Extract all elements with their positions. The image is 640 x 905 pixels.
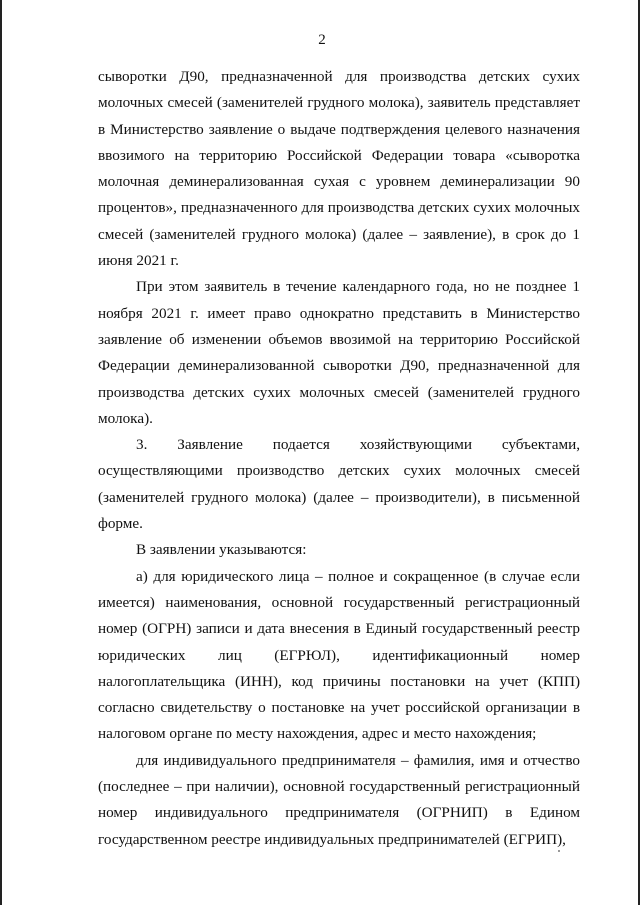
paragraph-amendment-right: При этом заявитель в течение календарного года, но не позднее 1 ноября 2021 г. имеет право однократно представить в Министерство заявление об изменении объемов ввозимой на территорию Российской Федерации деминерализованной сыворотки Д90, предназначенной для производства детских сухих молочных смесей (заменителей грудного молока). xyxy=(98,278,580,427)
scan-artifact xyxy=(558,850,560,852)
paragraph-continuation: сыворотки Д90, предназначенной для производства детских сухих молочных смесей (заменителей грудного молока), заявитель представляет в Министерство заявление о выдаче подтверждения целевого назначения ввозимого на территорию Российской Федерации товара «сыворотка молочная деминерализованная сухая с уровнем деминерализации 90 процентов», предназначенного для производства детских сухих молочных смесей (заменителей грудного молока) (далее – заявление), в срок до 1 июня 2021 г. xyxy=(98,68,580,270)
document-body xyxy=(98,64,580,853)
page-number: 2 xyxy=(318,32,326,48)
paragraph-clause-3: 3. Заявление подается хозяйствующими субъектами, осуществляющими производство детских сухих молочных смесей (заменителей грудного молока) (далее – производители), в письменной форме. xyxy=(98,436,580,533)
paragraph-application-contents-intro: В заявлении указываются: xyxy=(136,541,307,559)
paragraph-legal-entity: а) для юридического лица – полное и сокращенное (в случае если имеется) наименования, основной государственный регистрационный номер (ОГРН) записи и дата внесения в Единый государственный реестр юридических лиц (ЕГРЮЛ), идентификационный номер налогоплательщика (ИНН), код причины постановки на учет (КПП) согласно свидетельству о постановке на учет российской организации в налоговом органе по месту нахождения, адрес и место нахождения; xyxy=(98,567,580,743)
paragraph-individual-entrepreneur: для индивидуального предпринимателя – фамилия, имя и отчество (последнее – при наличии), основной государственный регистрационный номер индивидуального предпринимателя (ОГРНИП) в Едином государственном реестре индивидуальных предпринимателей (ЕГРИП), xyxy=(98,751,580,848)
